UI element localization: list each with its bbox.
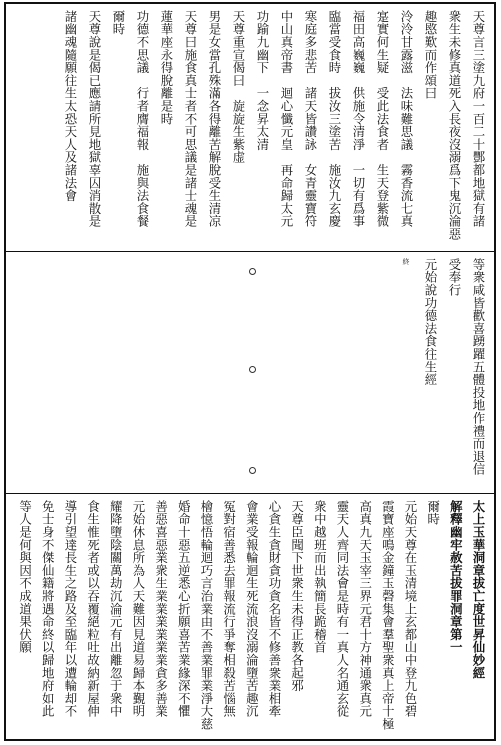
text-block-top [12,10,488,245]
text-column: 天尊重宣偈曰 旋旋生紫虚 [231,10,246,164]
text-column: 免士身不傑仙籍將遇命終以歸地府如此 [40,500,56,718]
text-column: 爾時 [111,10,126,36]
text-column: 導引望達長生之路及至臨年以遭輪却不 [62,500,78,718]
text-column: 耀降墮陰關萬劫沉淪元有出離忽于衆中 [108,500,124,718]
text-column: 高真九天玉宰三界元君十方神通衆真元 [357,500,373,718]
text-column: 元始休息所為人天難因見道易歸本覲明 [130,500,146,718]
text-column: 等人是何與因不成道果伏願 [17,500,33,654]
text-block-bottom [12,500,488,733]
text-column: 婚命十惡五逆悉心折願喜苦業緣深不懼 [176,500,192,718]
text-column: 蓮華座永得脫離是時 [159,10,174,126]
text-column: 食生惟死者或以吞覆絕粒吐故納新屋伸 [85,500,101,718]
text-column: 霞寶座鳴金鐘玉磬集會羣聖衆真上帝十極 [380,500,396,731]
text-column: 天尊臣聞下世衆生未得正教各起邪 [289,500,305,692]
verse-column: 寒庭多悲苦 諸天皆讚詠 女青靈寶符 [303,10,318,228]
scripture-title: 太上玉華洞章拔亡度世昇仙妙經 [471,500,486,680]
text-column: 冤對宿善悉去罪報流行爭奪相殺苦惱無 [221,500,237,718]
text-column: 諸幽魂隨願往生太恐天人及諸法會 [63,10,78,202]
text-column: 天尊言三塗九府一百二十酆都地獄有諸 [471,10,486,228]
verse-column: 寔實何生疑 受此法食者 生天登紫微 [375,10,390,228]
page-panel-bottom [6,494,494,739]
verse-column: 福田高巍巍 供施令清淨 一切有爲事 [351,10,366,228]
text-column: 受奉行 [447,258,462,297]
scripture-sheet [4,2,496,741]
binding-hole [249,467,256,474]
verse-column: 功德不思議 行者膺福報 施與法食餐 [135,10,150,228]
text-column: 天尊說是偈已應請所見地獄辜囚消散是 [87,10,102,228]
verse-column: 中山真帝書 迴心懺元皇 再命歸太元 [279,10,294,228]
text-column: 檜憶悟輪迴巧言治業由不善業罪業淨大慈 [198,500,214,731]
text-column: 會業受報輪迴生死流浪沒溺淪墮苦趣沉 [244,500,260,718]
scripture-end-title: 元始說功德法食往生經 [423,258,438,386]
text-column: 善惡喜惡業衆生業業業業業業貪多善業 [153,500,169,718]
text-column: 天尊曰施食真士者不可思議是諸士魂是 [183,10,198,228]
text-column: 衆中越班而出執簡長跪稽首 [312,500,328,654]
binding-hole [249,366,256,373]
verse-column: 泠泠甘露滋 法味難思議 霧香流七真 [399,10,414,228]
text-column: 靈天人齊同法會是時有一真人名通玄從 [334,500,350,718]
text-column: 元始天尊在玉清境上玄都山中登九色碧 [402,500,418,718]
text-column: 男是女當孔殊滿各得離苦解脫受生清凉 [207,10,222,228]
verse-column: 臨當受食時 拔汝三塗苦 施汝九玄慶 [327,10,342,228]
page-panel-middle [6,252,494,494]
verse-column: 功踰九幽下 一念昇太清 [255,10,270,151]
text-column: 爾時 [425,500,441,526]
end-marker: 終 [402,258,410,266]
text-column: 心貪生貪財貪功貪名皆不修善衆業相牽 [266,500,282,718]
text-column: 等衆咸皆歡喜踴躍五體投地作禮而退信 [471,258,486,476]
chapter-title: 解釋幽牢赦苦拔罪洞章第一 [448,500,464,654]
binding-hole [249,268,256,275]
page-panel-top [6,4,494,252]
text-column: 趣愍歎而作頌曰 [423,10,438,100]
text-column: 衆生未修真道死入長夜沒溺爲下鬼沉淪惡 [447,10,462,241]
